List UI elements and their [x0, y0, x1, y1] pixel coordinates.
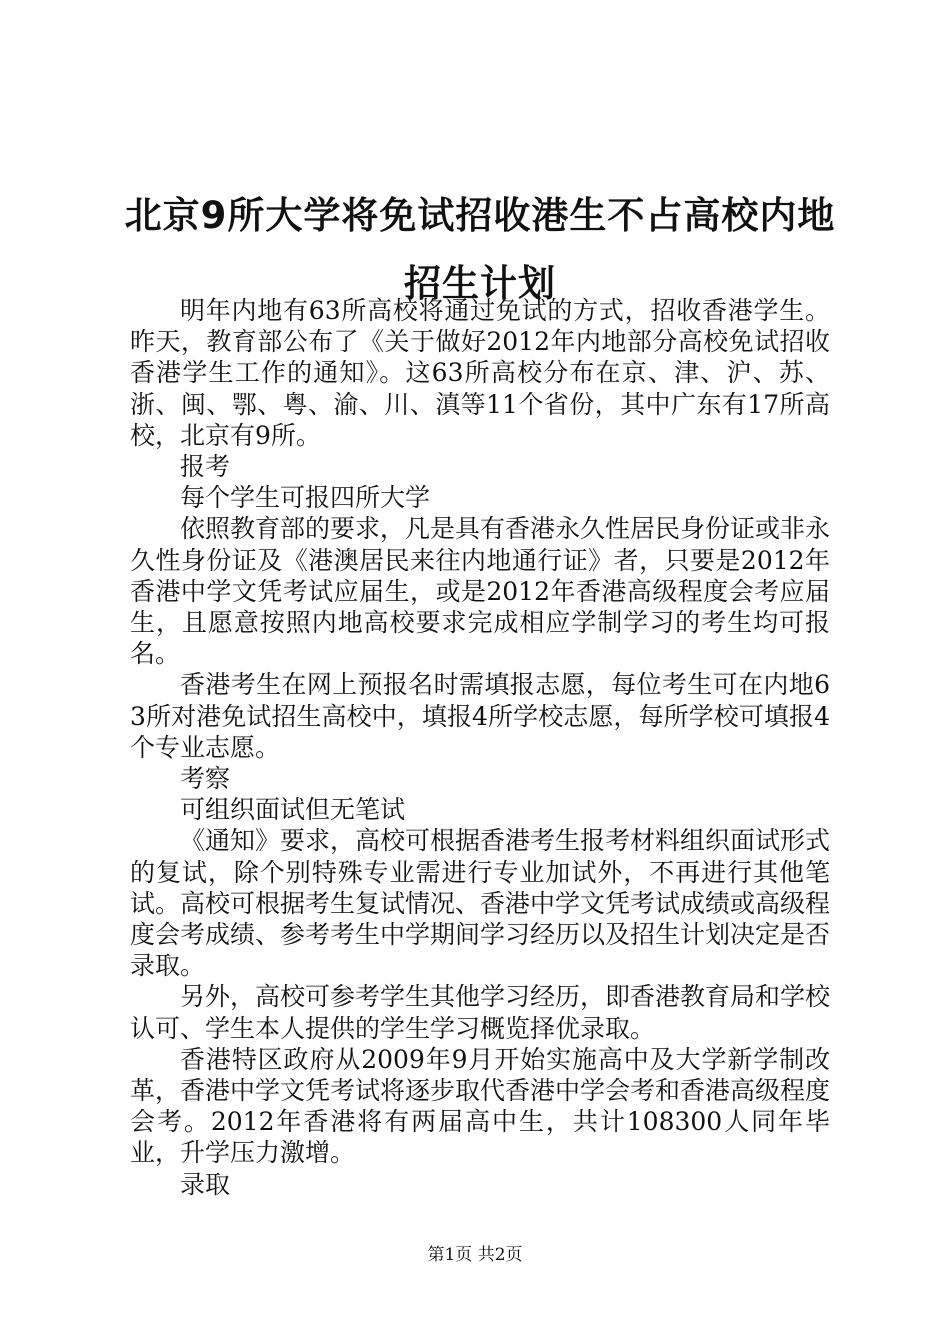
section-heading-admission: 录取: [180, 1169, 231, 1199]
section-heading-apply: 报考: [180, 452, 231, 482]
page-footer: 第1页 共2页: [427, 1245, 523, 1265]
document-body: [130, 295, 830, 1200]
paragraph-preferences: 香港考生在网上预报名时需填报志愿，每位考生可在内地63所对港免试招生高校中，填报4所学校志愿，每所学校可填报4个专业志愿。: [130, 670, 830, 762]
paragraph-notice-requirements: 《通知》要求，高校可根据香港考生报考材料组织面试形式的复试，除个别特殊专业需进行专业加试外，不再进行其他笔试。高校可根据考生复试情况、香港中学文凭考试成绩或高级程度会考成绩、参考考生中学期间学习经历以及招生计划决定是否录取。: [130, 826, 831, 981]
paragraph-other-experience: 另外，高校可参考学生其他学习经历，即香港教育局和学校认可、学生本人提供的学生学习概览择优录取。: [130, 982, 831, 1043]
subheading-four-universities: 每个学生可报四所大学: [180, 483, 431, 513]
paragraph-new-system: 香港特区政府从2009年9月开始实施高中及大学新学制改革，香港中学文凭考试将逐步取代香港中学会考和香港高级程度会考。2012年香港将有两届高中生，共计108300人同年毕业，升学压力激增。: [130, 1044, 831, 1168]
paragraph-intro: 明年内地有63所高校将通过免试的方式，招收香港学生。昨天，教育部公布了《关于做好2012年内地部分高校免试招收香港学生工作的通知》。这63所高校分布在京、津、沪、苏、浙、闽、鄂、粤、渝、川、滇等11个省份，其中广东有17所高校，北京有9所。: [130, 296, 830, 450]
paragraph-eligibility: 依照教育部的要求，凡是具有香港永久性居民身份证或非永久性身份证及《港澳居民来往内地通行证》者，只要是2012年香港中学文凭考试应届生，或是2012年香港高级程度会考应届生，且愿意按照内地高校要求完成相应学制学习的考生均可报名。: [130, 514, 831, 669]
document-title: 北京9所大学将免试招收港生不占高校内地招生计划: [124, 194, 836, 305]
section-heading-review: 考察: [180, 764, 231, 794]
subheading-interview: 可组织面试但无笔试: [180, 795, 406, 825]
